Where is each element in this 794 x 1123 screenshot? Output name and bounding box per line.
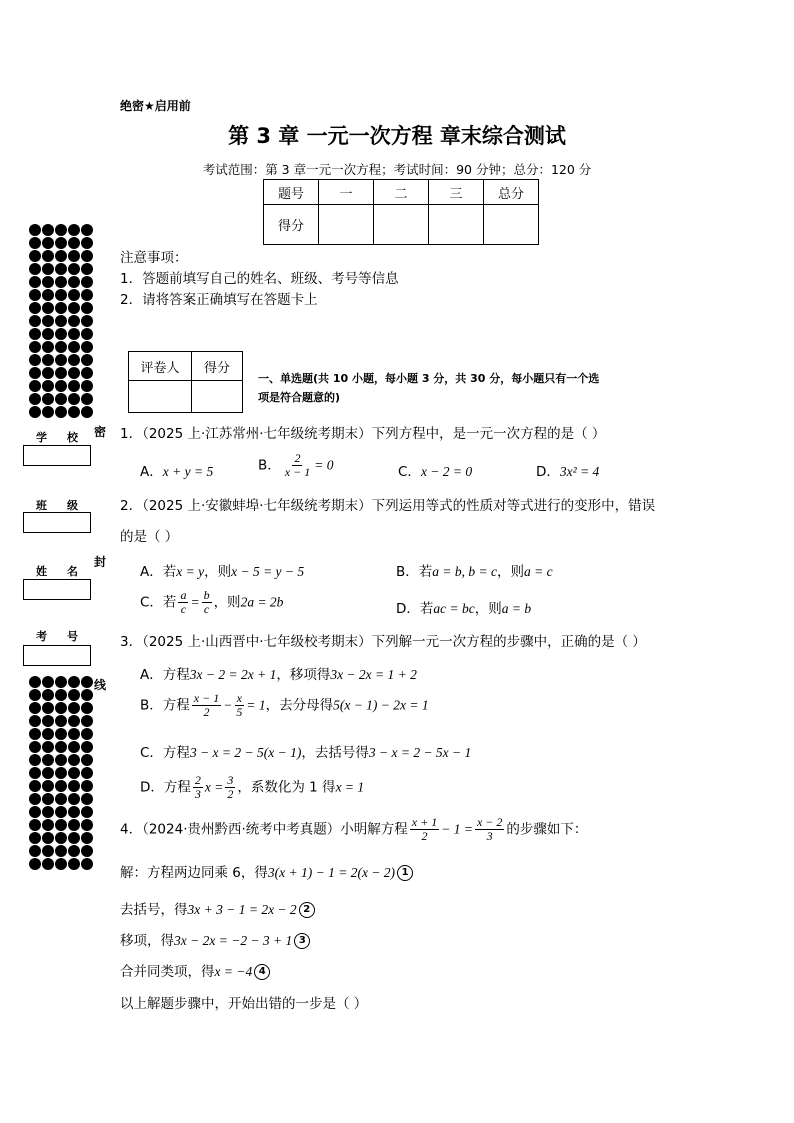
binding-dot [55, 380, 67, 392]
binding-dot [55, 302, 67, 314]
name-label: 姓名 [36, 565, 98, 578]
binding-dot [42, 832, 54, 844]
step-text: 移项，得 [120, 933, 174, 949]
option-label: D． [536, 464, 560, 480]
binding-dot [55, 250, 67, 262]
q4-step-4 [120, 963, 270, 982]
binding-dot [81, 250, 93, 262]
binding-dot [81, 689, 93, 701]
option-math: x − 2 = 0 [420, 464, 473, 479]
option-text: ，系数化为 1 得 [237, 779, 336, 796]
option-text: ，则 [204, 564, 232, 580]
binding-dot [55, 754, 67, 766]
binding-dots-bottom [29, 676, 94, 871]
binding-dot [68, 845, 80, 857]
option-label: C．方程 [140, 745, 190, 761]
option-label: C． [398, 464, 421, 480]
binding-dot [81, 276, 93, 288]
score-cell[interactable] [484, 205, 539, 245]
q2-option-c[interactable] [140, 589, 283, 616]
binding-dot [42, 845, 54, 857]
frac-num: b [203, 588, 210, 602]
frac-den: 2 [227, 787, 234, 802]
option-label: D．方程 [140, 779, 191, 796]
q2-option-b[interactable] [396, 560, 553, 580]
binding-dot [42, 793, 54, 805]
binding-dot [55, 276, 67, 288]
binding-dot [42, 767, 54, 779]
binding-dot [55, 367, 67, 379]
binding-dot [29, 393, 41, 405]
score-row-label: 得分 [264, 205, 319, 245]
binding-dot [55, 819, 67, 831]
q3-option-d[interactable] [140, 774, 364, 801]
option-label: B． [258, 457, 281, 474]
binding-dot [55, 676, 67, 688]
binding-dot [29, 741, 41, 753]
option-math: 3x − 2x = 1 + 2 [330, 667, 417, 682]
option-label: A． [140, 464, 163, 480]
binding-dot [68, 328, 80, 340]
step-math: x = −4 [214, 964, 253, 979]
score-table-header: 总分 [484, 180, 539, 205]
q4-step-2 [120, 901, 315, 920]
option-math: = [190, 594, 200, 610]
binding-dot [42, 858, 54, 870]
binding-dot [81, 741, 93, 753]
option-math: a = c [523, 564, 553, 579]
q3-option-a[interactable] [140, 663, 417, 683]
frac-num: a [180, 588, 187, 602]
binding-dot [81, 702, 93, 714]
binding-dot [81, 224, 93, 236]
binding-dot [42, 224, 54, 236]
option-label: C．若 [140, 594, 177, 611]
frac-num: 2 [294, 451, 301, 465]
binding-dot [68, 367, 80, 379]
binding-dot [68, 237, 80, 249]
frac-num: x [236, 691, 242, 705]
frac-den: 3 [486, 829, 493, 844]
q3-option-b[interactable] [140, 692, 429, 719]
binding-dot [29, 315, 41, 327]
binding-dot [29, 689, 41, 701]
binding-dot [29, 367, 41, 379]
binding-dot [55, 715, 67, 727]
binding-dot [81, 367, 93, 379]
binding-dot [68, 263, 80, 275]
option-math: − [223, 697, 233, 713]
binding-dot [29, 224, 41, 236]
binding-dot [68, 354, 80, 366]
binding-dot [55, 328, 67, 340]
exam-no-field[interactable] [23, 645, 91, 666]
q4-question: 以上解题步骤中，开始出错的一步是（ ） [120, 996, 368, 1012]
binding-dot [68, 406, 80, 418]
binding-dots-top [29, 224, 94, 419]
binding-dot [42, 806, 54, 818]
binding-dot [81, 341, 93, 353]
q2-option-a[interactable] [140, 560, 304, 580]
binding-dot [68, 676, 80, 688]
notes-item: 1．答题前填写自己的姓名、班级、考号等信息 [120, 271, 399, 287]
frac-den: 3 [194, 787, 201, 802]
q4-step-1 [120, 864, 413, 883]
binding-dot [55, 341, 67, 353]
step-math: 3x − 2x = −2 − 3 + 1 [174, 933, 293, 948]
option-math: 3 − x = 2 − 5x − 1 [368, 745, 472, 760]
q2-stem-cont: 的是（ ） [120, 529, 179, 545]
binding-dot [29, 780, 41, 792]
frac-num: x − 2 [476, 815, 503, 829]
binding-dot [55, 263, 67, 275]
binding-dot [55, 767, 67, 779]
frac-den: c [180, 602, 187, 617]
binding-dot [68, 767, 80, 779]
binding-dot [29, 728, 41, 740]
binding-dot [42, 341, 54, 353]
q3-option-c[interactable] [140, 741, 471, 761]
step-number-badge: 1 [397, 865, 413, 881]
binding-dot [68, 858, 80, 870]
page-title: 第 3 章 一元一次方程 章末综合测试 [228, 124, 566, 148]
seal-feng: 封 [94, 555, 107, 569]
binding-dot [81, 406, 93, 418]
binding-dot [68, 341, 80, 353]
binding-dot [42, 702, 54, 714]
binding-dot [55, 845, 67, 857]
section-heading-line: 项是符合题意的) [258, 391, 341, 404]
binding-dot [55, 237, 67, 249]
q4-step-3 [120, 932, 310, 951]
binding-dot [68, 819, 80, 831]
binding-dot [42, 715, 54, 727]
option-math: 3 − x = 2 − 5(x − 1) [189, 745, 302, 760]
name-field[interactable] [23, 579, 91, 600]
option-math: = 1 [246, 697, 266, 713]
option-text: ，则 [474, 601, 502, 617]
frac-den: 2 [421, 829, 428, 844]
binding-dot [81, 819, 93, 831]
binding-dot [29, 819, 41, 831]
q4-stem-text: 的步骤如下： [506, 821, 588, 838]
binding-dot [55, 689, 67, 701]
step-text: 合并同类项，得 [120, 964, 215, 980]
frac-den: c [203, 602, 210, 617]
frac-num: x + 1 [411, 815, 438, 829]
binding-dot [68, 715, 80, 727]
binding-dot [55, 315, 67, 327]
option-text: ，去括号得 [301, 745, 369, 761]
binding-dot [29, 302, 41, 314]
binding-dot [81, 237, 93, 249]
binding-dot [29, 354, 41, 366]
binding-dot [42, 380, 54, 392]
seal-mi: 密 [94, 425, 107, 439]
binding-dot [81, 832, 93, 844]
binding-dot [42, 263, 54, 275]
secret-label: 绝密★启用前 [120, 99, 191, 113]
q4-stem-text: 4．（2024·贵州黔西·统考中考真题）小明解方程 [120, 821, 408, 838]
score-table [263, 179, 539, 245]
binding-dot [68, 793, 80, 805]
q4-math: − 1 = [441, 821, 473, 837]
frac-den: x − 1 [284, 465, 311, 480]
binding-dot [55, 354, 67, 366]
option-text: ，移项得 [276, 667, 331, 683]
binding-dot [81, 793, 93, 805]
binding-dot [29, 676, 41, 688]
binding-dot [42, 315, 54, 327]
option-math: x + y = 5 [162, 464, 214, 479]
binding-dot [55, 741, 67, 753]
binding-dot [81, 380, 93, 392]
binding-dot [29, 767, 41, 779]
binding-dot [29, 380, 41, 392]
binding-dot [68, 806, 80, 818]
binding-dot [42, 741, 54, 753]
binding-dot [55, 832, 67, 844]
option-label: A．若 [140, 564, 177, 580]
binding-dot [68, 780, 80, 792]
step-text: 去括号，得 [120, 902, 188, 918]
q1-option-c[interactable] [398, 460, 472, 480]
binding-dot [68, 728, 80, 740]
section-heading-line: 一、单选题(共 10 小题，每小题 3 分，共 30 分，每小题只有一个选 [258, 372, 600, 385]
option-math: 3x² = 4 [559, 464, 600, 479]
exam-info: 考试范围：第 3 章一元一次方程；考试时间：90 分钟；总分：120 分 [202, 162, 592, 177]
binding-dot [42, 819, 54, 831]
option-math: 3x − 2 = 2x + 1 [189, 667, 277, 682]
binding-dot [29, 832, 41, 844]
binding-dot [68, 741, 80, 753]
binding-dot [29, 806, 41, 818]
binding-dot [81, 715, 93, 727]
section-heading [258, 369, 678, 407]
binding-dot [68, 250, 80, 262]
q1-option-d[interactable] [536, 460, 599, 480]
frac-num: 2 [194, 773, 201, 787]
binding-dot [81, 302, 93, 314]
grader-table [128, 351, 243, 413]
binding-dot [55, 289, 67, 301]
binding-dot [29, 702, 41, 714]
binding-dot [68, 393, 80, 405]
q2-stem: 2．（2025 上·安徽蚌埠·七年级统考期末）下列运用等式的性质对等式进行的变形中，错误 [120, 498, 656, 514]
binding-dot [42, 289, 54, 301]
binding-dot [29, 406, 41, 418]
binding-dot [29, 263, 41, 275]
option-math: x = y [176, 564, 205, 579]
binding-dot [29, 341, 41, 353]
binding-dot [29, 715, 41, 727]
binding-dot [42, 393, 54, 405]
binding-dot [42, 328, 54, 340]
binding-dot [42, 406, 54, 418]
binding-dot [81, 858, 93, 870]
option-label: B．方程 [140, 697, 190, 714]
school-label: 学校 [36, 431, 98, 444]
binding-dot [81, 289, 93, 301]
binding-dot [55, 224, 67, 236]
binding-dot [68, 380, 80, 392]
binding-dot [68, 224, 80, 236]
step-number-badge: 4 [254, 964, 270, 980]
frac-den: 5 [236, 705, 243, 720]
binding-dot [81, 263, 93, 275]
step-number-badge: 2 [299, 902, 315, 918]
frac-num: x − 1 [193, 691, 220, 705]
step-math: 3(x + 1) − 1 = 2(x − 2) [267, 865, 396, 880]
exam-no-label: 考号 [36, 630, 98, 643]
option-label: D．若 [396, 601, 434, 617]
score-table-header: 一 [319, 180, 374, 205]
binding-dot [81, 767, 93, 779]
binding-dot [68, 832, 80, 844]
binding-dot [81, 728, 93, 740]
binding-dot [81, 754, 93, 766]
binding-dot [55, 728, 67, 740]
score-cell[interactable] [374, 205, 429, 245]
option-label: B．若 [396, 564, 433, 580]
binding-dot [42, 367, 54, 379]
school-field[interactable] [23, 445, 91, 466]
grader-col-label: 评卷人 [129, 352, 192, 381]
option-math: x = [204, 779, 224, 795]
score-table-header: 二 [374, 180, 429, 205]
q1-option-a[interactable] [140, 460, 213, 480]
binding-dot [42, 754, 54, 766]
step-number-badge: 3 [294, 933, 310, 949]
option-math: a = b [501, 601, 532, 616]
binding-dot [68, 302, 80, 314]
score-table-header: 题号 [264, 180, 319, 205]
option-math: = 0 [314, 457, 334, 473]
binding-dot [81, 780, 93, 792]
binding-dot [68, 315, 80, 327]
binding-dot [81, 315, 93, 327]
binding-dot [29, 793, 41, 805]
binding-dot [81, 845, 93, 857]
option-math: 2a = 2b [240, 594, 284, 610]
binding-dot [42, 237, 54, 249]
binding-dot [81, 354, 93, 366]
score-cell[interactable] [429, 205, 484, 245]
q4-stem [120, 816, 587, 843]
class-label: 班级 [36, 499, 98, 512]
binding-dot [29, 754, 41, 766]
binding-dot [42, 276, 54, 288]
binding-dot [42, 676, 54, 688]
binding-dot [55, 393, 67, 405]
binding-dot [68, 276, 80, 288]
binding-dot [29, 289, 41, 301]
option-math: a = b, b = c [432, 564, 497, 579]
binding-dot [55, 702, 67, 714]
binding-dot [29, 237, 41, 249]
seal-xian: 线 [94, 678, 107, 692]
binding-dot [29, 845, 41, 857]
binding-dot [68, 689, 80, 701]
option-math: x − 5 = y − 5 [231, 564, 305, 579]
option-text: ，去分母得 [265, 697, 334, 714]
binding-dot [42, 689, 54, 701]
option-math: 5(x − 1) − 2x = 1 [333, 697, 429, 713]
binding-dot [81, 393, 93, 405]
q1-option-b[interactable] [258, 452, 333, 479]
score-table-header: 三 [429, 180, 484, 205]
q2-option-d[interactable] [396, 597, 531, 617]
binding-dot [68, 289, 80, 301]
binding-dot [42, 780, 54, 792]
binding-dot [29, 250, 41, 262]
binding-dot [42, 302, 54, 314]
grader-cell[interactable] [129, 381, 192, 413]
binding-dot [55, 780, 67, 792]
binding-dot [42, 250, 54, 262]
score-cell[interactable] [319, 205, 374, 245]
binding-dot [42, 354, 54, 366]
binding-dot [55, 806, 67, 818]
binding-dot [55, 858, 67, 870]
option-text: ，则 [213, 594, 241, 611]
binding-dot [68, 754, 80, 766]
frac-num: 3 [227, 773, 234, 787]
binding-dot [55, 793, 67, 805]
binding-dot [55, 406, 67, 418]
grader-cell[interactable] [192, 381, 243, 413]
frac-den: 2 [203, 705, 210, 720]
binding-dot [81, 806, 93, 818]
binding-dot [42, 728, 54, 740]
step-math: 3x + 3 − 1 = 2x − 2 [187, 902, 297, 917]
binding-dot [81, 328, 93, 340]
binding-dot [68, 702, 80, 714]
grader-col-label: 得分 [192, 352, 243, 381]
option-label: A．方程 [140, 667, 190, 683]
option-text: ，则 [496, 564, 524, 580]
binding-dot [29, 328, 41, 340]
class-field[interactable] [23, 512, 91, 533]
q3-stem: 3．（2025 上·山西晋中·七年级校考期末）下列解一元一次方程的步骤中，正确的是（ ） [120, 634, 646, 650]
notes-item: 2．请将答案正确填写在答题卡上 [120, 292, 318, 308]
option-math: x = 1 [335, 779, 365, 795]
q1-stem: 1．（2025 上·江苏常州·七年级统考期末）下列方程中，是一元一次方程的是（ ） [120, 426, 606, 442]
step-text: 解：方程两边同乘 6，得 [120, 865, 268, 881]
notes-heading: 注意事项： [120, 250, 188, 266]
binding-dot [81, 676, 93, 688]
binding-dot [29, 858, 41, 870]
binding-dot [29, 276, 41, 288]
notes [120, 248, 399, 311]
option-math: ac = bc [433, 601, 475, 616]
